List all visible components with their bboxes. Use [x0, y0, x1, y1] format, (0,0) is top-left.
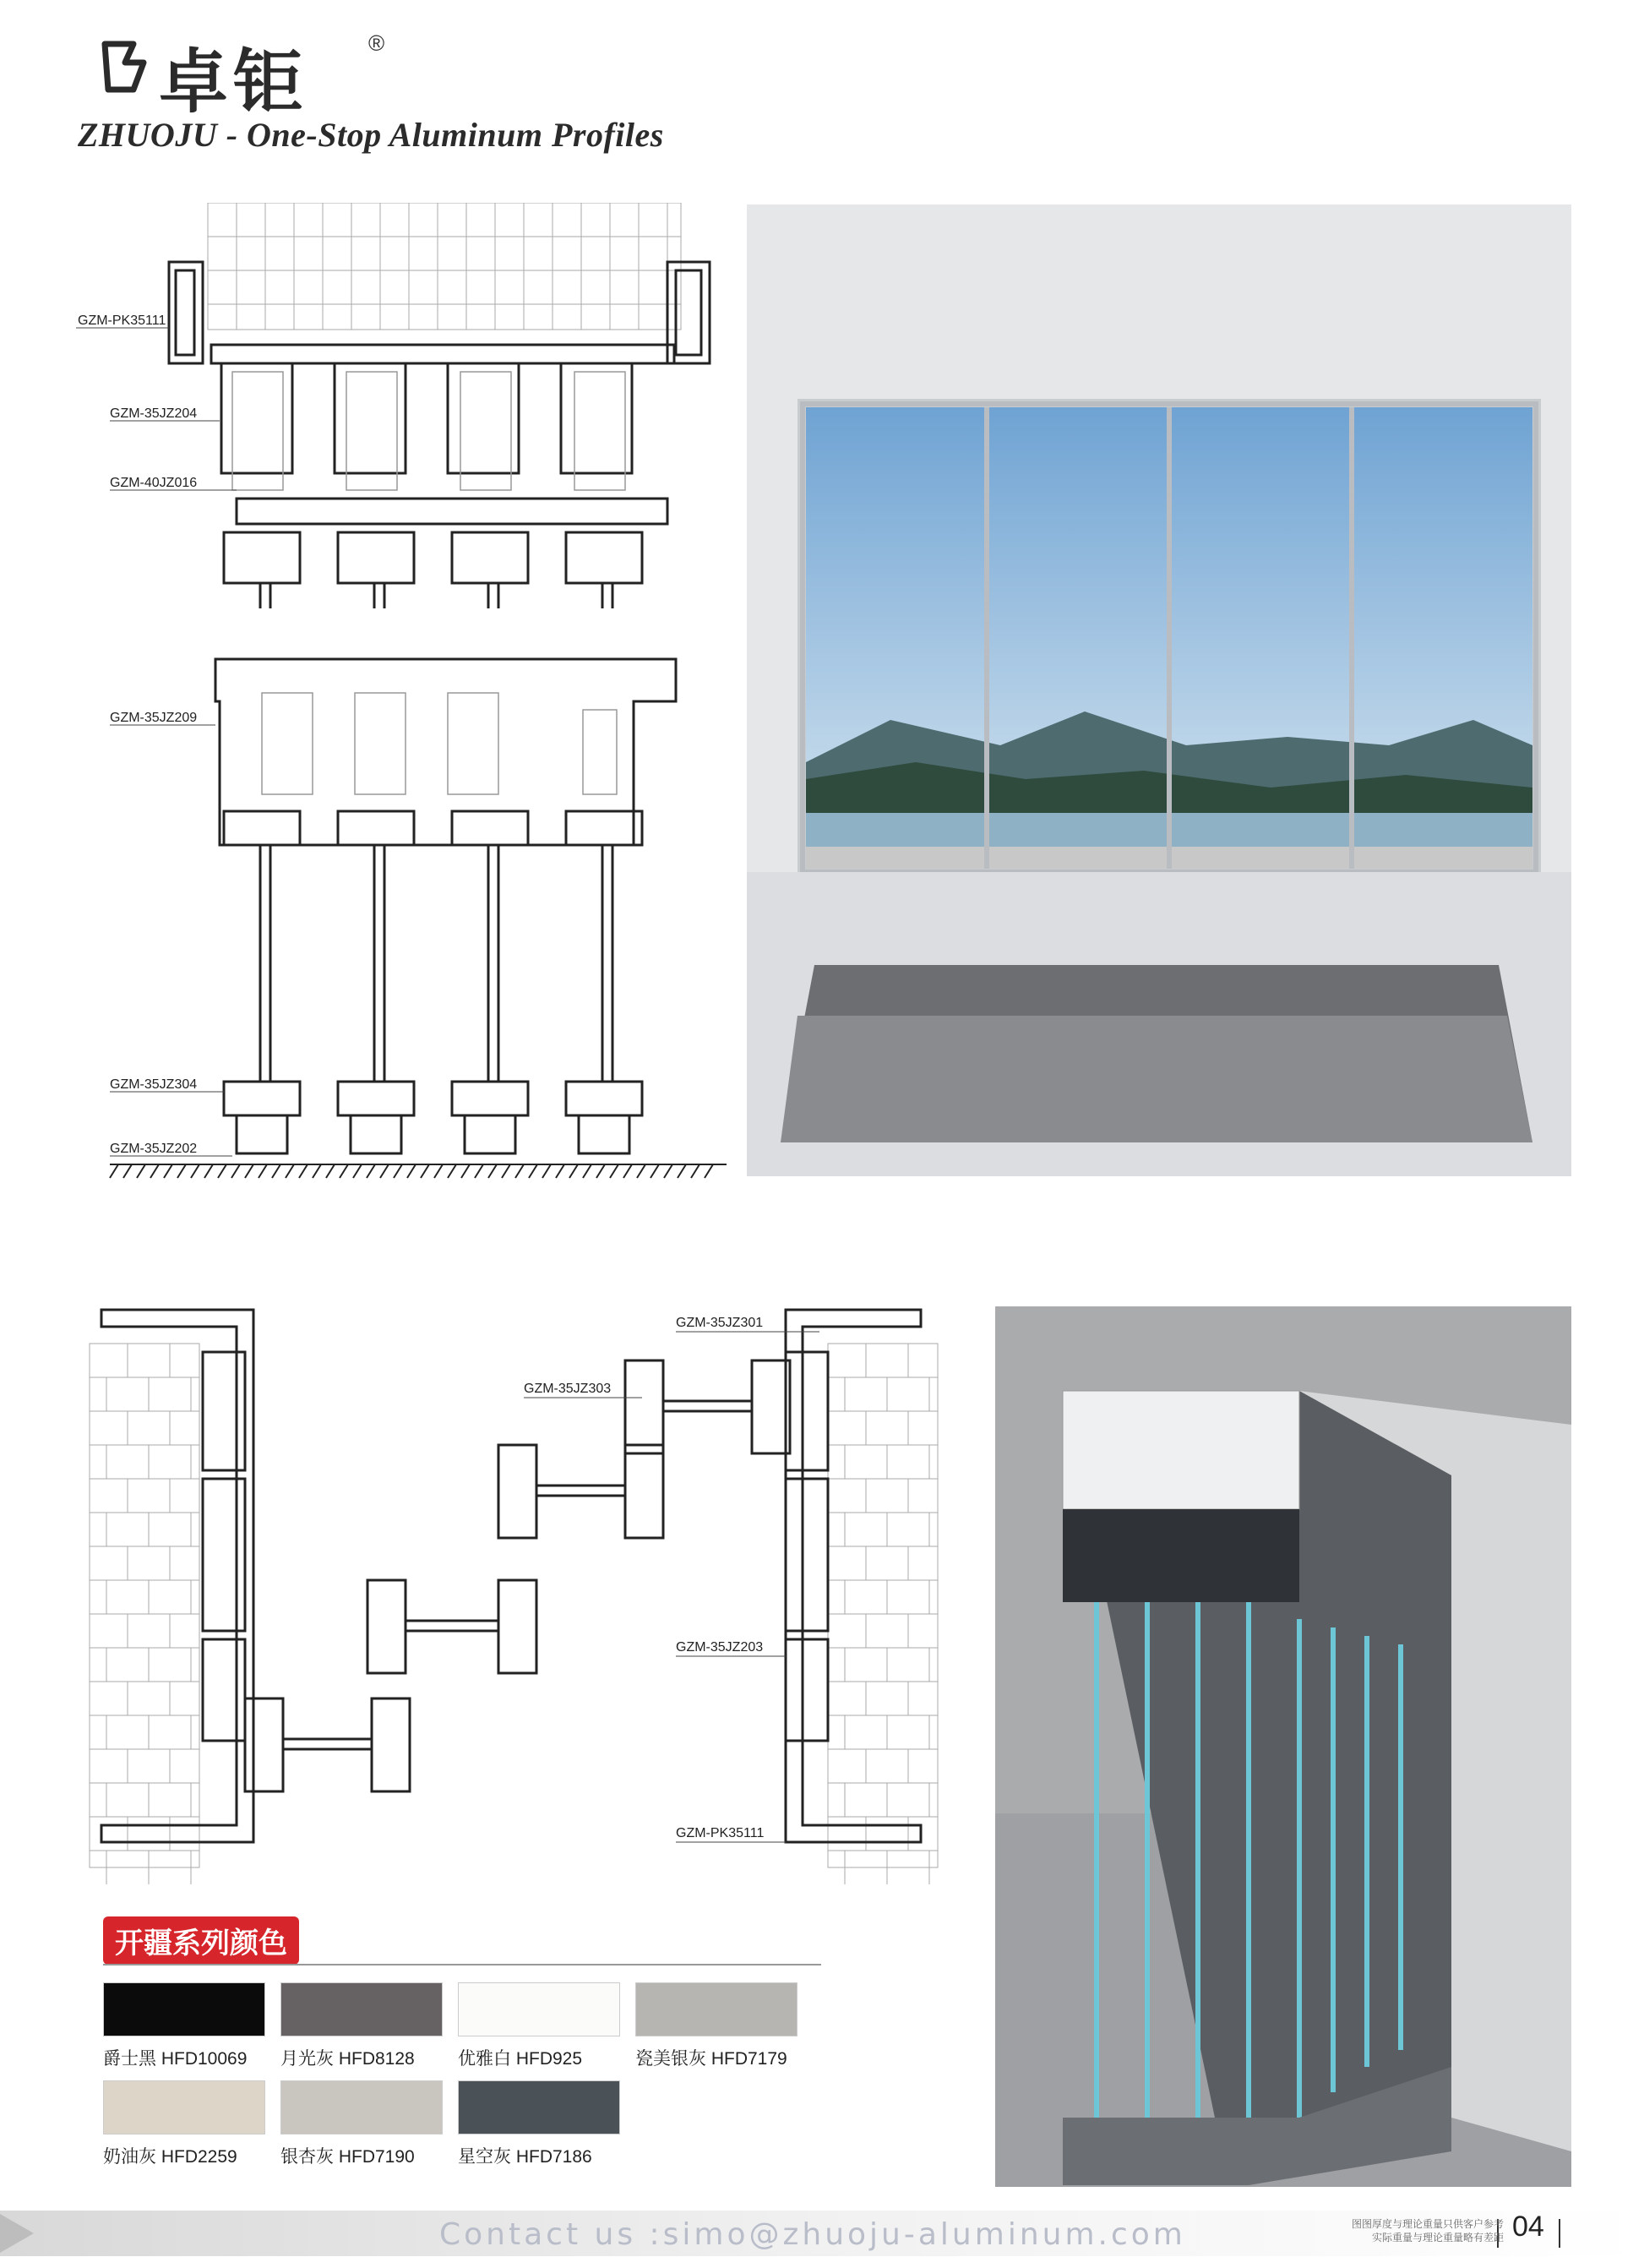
wall-blocks	[90, 1344, 938, 1884]
brand-name: 卓钜	[159, 42, 308, 123]
interior-sliding-door-photo	[747, 204, 1571, 1176]
header-profile	[215, 659, 676, 845]
part-label: GZM-PK35111	[676, 1826, 765, 1840]
sliding-door-plan-drawing	[84, 1301, 946, 1884]
color-series-title: 开疆系列颜色	[103, 1916, 299, 1965]
part-label: GZM-35JZ301	[676, 1316, 764, 1330]
floor-line	[110, 1164, 727, 1178]
swatch-4	[103, 2080, 265, 2134]
part-label: GZM-PK35111	[78, 313, 166, 328]
swatch-3	[635, 1982, 798, 2036]
swatch-label: 优雅白 HFD925	[458, 2049, 583, 2069]
leader-lines	[76, 328, 237, 1156]
swatch-label: 爵士黑 HFD10069	[103, 2049, 248, 2069]
weight-disclaimer	[1318, 2217, 1504, 2244]
contact-email[interactable]: Contact us :simo@zhuoju-aluminum.com	[439, 2217, 1186, 2252]
sash-plan-profiles	[245, 1360, 790, 1791]
part-label: GZM-35JZ203	[676, 1640, 764, 1655]
swatch-label: 月光灰 HFD8128	[280, 2049, 415, 2069]
part-label: GZM-35JZ204	[110, 406, 198, 421]
divider	[103, 1964, 821, 1965]
swatch-6	[458, 2080, 620, 2134]
part-label: GZM-35JZ209	[110, 711, 198, 725]
swatch-label: 瓷美银灰 HFD7179	[635, 2049, 787, 2069]
zhuoju-logo-icon	[100, 37, 159, 96]
wall-block	[208, 203, 681, 330]
part-label: GZM-40JZ016	[110, 476, 198, 490]
leader-lines	[524, 1332, 819, 1842]
swatch-label: 星空灰 HFD7186	[458, 2147, 592, 2167]
sash-top-profiles	[224, 532, 642, 608]
profile-cutaway-render	[995, 1306, 1571, 2187]
disclaimer-line: 实际重量与理论重量略有差距	[1371, 2232, 1504, 2243]
disclaimer-line: 图图厚度与理论重量只供客户参考	[1351, 2218, 1504, 2230]
registered-mark: ®	[368, 30, 385, 56]
swatch-5	[280, 2080, 443, 2134]
page-number: 04	[1512, 2211, 1544, 2243]
swatch-2	[458, 1982, 620, 2036]
swatch-1	[280, 1982, 443, 2036]
swatch-label: 银杏灰 HFD7190	[280, 2147, 415, 2167]
part-label: GZM-35JZ202	[110, 1142, 198, 1156]
side-frame-profiles	[169, 262, 710, 363]
brand-tagline: ZHUOJU - One-Stop Aluminum Profiles	[78, 116, 664, 154]
sliding-door-section-drawing	[76, 203, 735, 1183]
sash-columns	[224, 811, 642, 1153]
swatch-0	[103, 1982, 265, 2036]
part-label: GZM-35JZ304	[110, 1077, 198, 1092]
part-label: GZM-35JZ303	[524, 1382, 612, 1396]
middle-rollers	[262, 693, 617, 794]
swatch-label: 奶油灰 HFD2259	[103, 2147, 237, 2167]
frame-profiles	[101, 1310, 921, 1842]
